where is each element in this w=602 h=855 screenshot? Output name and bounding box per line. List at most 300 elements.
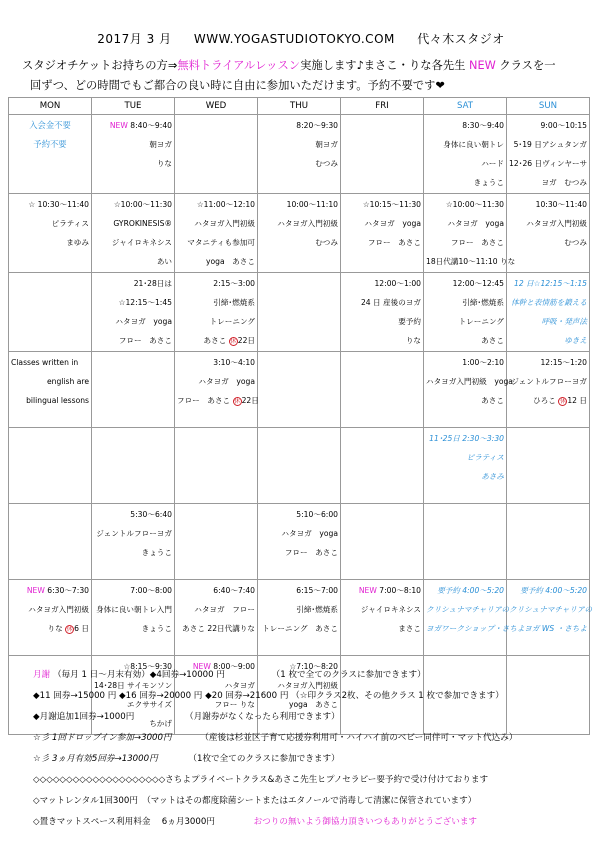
- class-line: [426, 467, 504, 486]
- class-line: [426, 619, 525, 638]
- schedule-row: [9, 504, 590, 580]
- class-cell: [9, 428, 92, 504]
- class-text: ジャイロキネシス: [111, 238, 172, 247]
- class-text: ハタヨガ入門初級: [526, 219, 587, 228]
- class-line: [11, 195, 89, 214]
- class-line: [11, 391, 89, 410]
- class-cell: [258, 428, 341, 504]
- class-line: [260, 214, 338, 233]
- class-line: [343, 581, 421, 600]
- class-text: 10:30～11:40: [535, 200, 587, 209]
- class-cell: [92, 273, 175, 352]
- class-text: フロー あさこ: [450, 238, 504, 247]
- class-text: まさこ: [398, 624, 421, 633]
- class-cell: [424, 428, 507, 504]
- class-cell: [424, 580, 525, 656]
- class-text: あさこ: [481, 396, 504, 405]
- class-text: エクササイズ: [127, 700, 172, 709]
- day-header-sun: SUN: [507, 98, 590, 115]
- schedule-row: [9, 194, 590, 273]
- class-text: 要予約 4:00～5:20: [437, 586, 504, 595]
- class-line: [11, 581, 89, 600]
- day-header-fri: FRI: [341, 98, 424, 115]
- class-text: 入会金不要: [29, 120, 71, 130]
- class-line: [11, 353, 89, 372]
- class-text: ハタヨガ入門初級: [194, 219, 255, 228]
- footer-line-2: ◆11 回券→15000 円 ◆16 回券→20000 円 ◆20 回券→21600 円 （☆印クラス2枚、その他クラス 1 枚で参加できます）: [33, 691, 504, 701]
- class-text: yoga あさこ: [206, 257, 255, 266]
- class-line: [177, 233, 255, 252]
- class-cell: [341, 115, 424, 194]
- class-cell: [341, 194, 424, 273]
- class-text: ピラティス: [466, 453, 504, 462]
- class-text: ジェントルフローヨガ: [96, 529, 172, 538]
- class-line: [94, 135, 172, 154]
- class-line: [509, 581, 587, 600]
- class-text: 朝ヨガ: [149, 140, 172, 149]
- class-line: [426, 600, 510, 619]
- footer-text: （月謝券がなくなったら利用できます）: [185, 712, 340, 722]
- class-line: [260, 195, 338, 214]
- class-text: トレーニング: [209, 317, 255, 326]
- class-text: トレーニング: [458, 317, 504, 326]
- class-line: [11, 214, 89, 233]
- class-cell: [92, 428, 175, 504]
- class-cell: [341, 504, 424, 580]
- class-line: [11, 372, 89, 391]
- class-text: マタニティも参加可: [187, 238, 255, 247]
- class-text: 6:15～7:00: [296, 586, 338, 595]
- class-line: [260, 135, 338, 154]
- footer-thanks: おつりの無いよう御協力頂きいつもありがとうございます: [253, 817, 478, 827]
- class-cell: [258, 115, 341, 194]
- class-text: ☆12:15～1:45: [118, 298, 172, 307]
- day-header-thu: THU: [258, 98, 341, 115]
- class-text: ハード: [481, 159, 504, 168]
- class-line: [509, 391, 587, 410]
- class-cell: [258, 273, 341, 352]
- class-text: english are: [47, 377, 89, 386]
- class-line: [260, 543, 338, 562]
- class-line: [177, 600, 255, 619]
- footer-monthly-label: 月謝: [33, 670, 51, 680]
- class-cell: [175, 352, 258, 428]
- class-cell: [507, 273, 590, 352]
- schedule-row: [9, 115, 590, 194]
- holiday-mark: 休: [230, 337, 237, 345]
- schedule-row: [9, 352, 590, 428]
- class-text: ハタヨガ入門初級: [28, 605, 89, 614]
- page-header: [0, 30, 602, 47]
- class-text: 5:30～6:40: [130, 510, 172, 519]
- class-text: 呼吸・発声法: [541, 317, 587, 326]
- footer-line-8: [33, 815, 593, 827]
- class-cell: [9, 352, 92, 428]
- class-text: 8:00～9:00: [210, 662, 255, 671]
- class-text: フロー あさこ: [177, 396, 231, 405]
- class-line: [177, 581, 255, 600]
- class-cell: [9, 273, 92, 352]
- class-text: フロー あさこ: [284, 548, 338, 557]
- class-line: [426, 391, 504, 410]
- class-text: 引締･燃焼系: [462, 298, 504, 307]
- class-line: [426, 429, 504, 448]
- class-line: [260, 619, 338, 638]
- class-text: ハタヨガ yoga: [447, 219, 504, 228]
- class-text: 3:10～4:10: [213, 358, 255, 367]
- class-text: ☆10:00～11:30: [445, 200, 504, 209]
- class-text: ヨガ むつみ: [541, 178, 587, 187]
- class-text: 予約不要: [33, 139, 67, 149]
- class-cell: [9, 194, 92, 273]
- new-badge: NEW: [26, 586, 45, 595]
- class-line: [426, 274, 504, 293]
- class-cell: [507, 428, 590, 504]
- class-line: [426, 331, 504, 350]
- day-header-wed: WED: [175, 98, 258, 115]
- class-text: 身体に良い朝トレ入門: [96, 605, 172, 614]
- class-line: [11, 233, 89, 252]
- class-line: [426, 195, 504, 214]
- class-text: ゆきえ: [564, 336, 587, 345]
- class-text: GYROKINESIS®: [113, 219, 172, 228]
- class-line: [177, 312, 255, 331]
- footer-dropin: ☆彡 1回ドロップイン参加→3000円: [33, 733, 172, 743]
- holiday-mark: 休: [234, 397, 241, 405]
- class-cell: [175, 273, 258, 352]
- footer-text: （産後は杉並区子育て応援券利用可・ハイハイ前のベビー同伴可・マット代込み）: [200, 733, 518, 743]
- class-cell: [92, 115, 175, 194]
- intro-text: 実施します♪まさこ・りな各先生: [300, 59, 470, 72]
- class-text: きょうこ: [141, 548, 172, 557]
- class-cell: [258, 194, 341, 273]
- class-text: yoga あさこ: [289, 700, 338, 709]
- header-date: 2017月 3 月: [97, 32, 172, 46]
- class-line: [11, 600, 89, 619]
- class-line: [177, 619, 255, 638]
- class-line: [177, 331, 255, 350]
- class-cell: [258, 580, 341, 656]
- day-header-sat: SAT: [424, 98, 507, 115]
- footer-line-7: ◇マットレンタル1回300円 （マットはその都度除菌シートまたはエタノールで消毒して清潔に保管されています）: [33, 796, 477, 806]
- class-line: [11, 135, 89, 154]
- class-cell: [341, 580, 424, 656]
- class-line: [94, 543, 172, 562]
- class-text: りな: [156, 159, 172, 168]
- class-line: [509, 154, 587, 173]
- class-line: [343, 293, 421, 312]
- class-line: [426, 154, 504, 173]
- class-line: [426, 581, 504, 600]
- class-line: [426, 293, 504, 312]
- class-line: [94, 274, 172, 293]
- class-text: ひろこ: [533, 396, 556, 405]
- class-text: フロー りな: [214, 700, 255, 709]
- intro-text: スタジオチケットお持ちの方⇒: [22, 59, 178, 72]
- new-badge: NEW: [192, 662, 211, 671]
- day-header-mon: MON: [9, 98, 92, 115]
- holiday-date: 22日: [241, 396, 259, 405]
- intro-text: クラスを一: [495, 59, 556, 72]
- class-text: ヨガ WS ・さちよ: [524, 624, 587, 633]
- class-text: あさこ: [481, 336, 504, 345]
- class-text: ジャイロキネシス: [360, 605, 421, 614]
- class-line: [94, 252, 172, 271]
- class-text: 12:15～1:20: [540, 358, 587, 367]
- class-text: ハタヨガ yoga: [198, 377, 255, 386]
- class-line: [94, 505, 172, 524]
- class-cell: [424, 504, 507, 580]
- header-website: WWW.YOGASTUDIOTOKYO.COM: [193, 32, 395, 46]
- footer-line-6: ◇◇◇◇◇◇◇◇◇◇◇◇◇◇◇◇◇◇◇◇さちよプライベートクラス&あさこ先生ヒプノセラピー要予約で受け付けております: [33, 775, 489, 785]
- class-text: ハタヨガ入門初級: [277, 219, 338, 228]
- holiday-date: 6 日: [74, 624, 89, 633]
- class-text: 引締･燃焼系: [296, 605, 338, 614]
- class-line: [177, 293, 255, 312]
- class-line: [509, 312, 587, 331]
- class-line: [94, 331, 172, 350]
- class-text: あさみ: [481, 472, 504, 481]
- class-line: [343, 274, 421, 293]
- class-text: きょうこ: [473, 178, 504, 187]
- class-text: ハタヨガ フロー: [194, 605, 255, 614]
- class-line: [426, 312, 504, 331]
- new-badge: NEW: [109, 121, 128, 130]
- footer-text: （1 枚で全てのクラスに参加できます）: [271, 670, 426, 680]
- class-text: 要予約: [398, 317, 421, 326]
- class-cell: [424, 352, 513, 428]
- class-cell: [92, 194, 175, 273]
- class-line: [260, 505, 338, 524]
- class-text: フロー あさこ: [367, 238, 421, 247]
- schedule-row: [9, 273, 590, 352]
- footer-text: ◆月謝追加1回券→1000円: [33, 712, 135, 722]
- class-text: むつみ: [564, 238, 587, 247]
- class-line: [260, 233, 338, 252]
- class-cell: [175, 115, 258, 194]
- class-text: ハタヨガ入門初級: [277, 681, 338, 690]
- class-line: [177, 353, 255, 372]
- class-line: [343, 214, 421, 233]
- class-text: ハタヨガ yoga: [115, 317, 172, 326]
- class-text: ジェントルフローヨガ: [511, 377, 587, 386]
- class-text: 朝ヨガ: [315, 140, 338, 149]
- class-line: [260, 116, 338, 135]
- class-text: トレーニング あさこ: [262, 624, 338, 633]
- class-text: 18日代講10～11:10 りな: [426, 257, 516, 266]
- class-line: [509, 233, 587, 252]
- class-cell: [92, 504, 175, 580]
- class-text: まゆみ: [66, 238, 89, 247]
- class-text: むつみ: [315, 238, 338, 247]
- class-cell: [507, 352, 590, 428]
- intro-new-badge: NEW: [469, 59, 496, 72]
- class-text: クリシュナマチャリアの: [426, 605, 510, 614]
- class-line: [343, 233, 421, 252]
- class-line: [426, 233, 504, 252]
- intro-line-1: [22, 57, 592, 73]
- class-line: [94, 312, 172, 331]
- footer-text: （1枚で全てのクラスに参加できます）: [188, 754, 340, 764]
- class-line: [177, 214, 255, 233]
- class-cell: [341, 352, 424, 428]
- class-cell: [424, 194, 516, 273]
- class-text: ☆ 10:30～11:40: [28, 200, 89, 209]
- class-line: [509, 293, 587, 312]
- class-line: [343, 331, 421, 350]
- class-line: [94, 214, 172, 233]
- class-text: 14･28日 サイモンソン: [94, 681, 173, 690]
- class-line: [426, 116, 504, 135]
- class-text: ヨガワークショップ・さちよ: [426, 624, 525, 633]
- class-line: [509, 331, 587, 350]
- class-line: [260, 524, 338, 543]
- holiday-mark: 休: [559, 397, 566, 405]
- class-line: [177, 372, 255, 391]
- class-line: [343, 195, 421, 214]
- class-text: ハタヨガ yoga: [281, 529, 338, 538]
- class-text: ☆8:15～9:30: [123, 662, 172, 671]
- intro-free-trial: 無料トライアルレッスン: [177, 59, 301, 72]
- class-line: [509, 135, 587, 154]
- class-text: ハタヨガ: [224, 681, 255, 690]
- class-cell: [9, 115, 92, 194]
- class-text: 8:20～9:30: [296, 121, 338, 130]
- class-cell: [507, 504, 590, 580]
- class-cell: [507, 580, 593, 656]
- class-text: あさこ 22日代講りな: [182, 624, 255, 633]
- class-line: [509, 600, 593, 619]
- holiday-mark: 休: [66, 625, 73, 633]
- class-text: Classes written in: [11, 358, 79, 367]
- schedule-row: [9, 580, 590, 656]
- class-cell: [175, 580, 258, 656]
- class-text: りな: [405, 336, 421, 345]
- class-text: ちかげ: [149, 719, 172, 728]
- class-cell: [507, 194, 590, 273]
- class-text: 2:15～3:00: [213, 279, 255, 288]
- class-cell: [9, 504, 92, 580]
- class-line: [343, 600, 421, 619]
- class-line: [11, 116, 89, 135]
- class-line: [343, 619, 421, 638]
- class-cell: [341, 428, 424, 504]
- class-text: bilingual lessons: [26, 396, 89, 405]
- class-text: 5:10～6:00: [296, 510, 338, 519]
- new-badge: NEW: [358, 586, 377, 595]
- class-line: [426, 353, 504, 372]
- class-text: ☆11:00～12:10: [196, 200, 255, 209]
- class-text: 24 日 産後のヨガ: [360, 298, 421, 307]
- class-text: ☆7:10～8:20: [289, 662, 338, 671]
- class-text: 8:40～9:40: [127, 121, 172, 130]
- class-text: 12･26 日ヴィンヤーサ: [509, 159, 588, 168]
- class-line: [509, 274, 587, 293]
- class-line: [94, 619, 172, 638]
- class-text: 1:00～2:10: [462, 358, 504, 367]
- class-line: [94, 116, 172, 135]
- class-text: あさこ: [203, 336, 227, 345]
- class-line: [426, 372, 513, 391]
- class-cell: [175, 194, 258, 273]
- header-studio: 代々木スタジオ: [417, 32, 505, 46]
- day-header-tue: TUE: [92, 98, 175, 115]
- class-text: クリシュナマチャリアの: [509, 605, 593, 614]
- class-text: ハタヨガ yoga: [364, 219, 421, 228]
- class-line: [260, 154, 338, 173]
- class-line: [509, 214, 587, 233]
- class-line: [509, 116, 587, 135]
- class-cell: [424, 273, 507, 352]
- class-text: 12 日☆12:15～1:15: [513, 279, 587, 288]
- class-line: [177, 252, 255, 271]
- class-text: 6:30～7:30: [44, 586, 89, 595]
- class-line: [11, 619, 89, 638]
- class-text: 体幹と表情筋を鍛える: [511, 298, 587, 307]
- footer-line-5: [33, 752, 593, 764]
- class-cell: [175, 504, 258, 580]
- class-text: 11･25日 2:30～3:30: [429, 434, 504, 443]
- class-text: 6:40～7:40: [213, 586, 255, 595]
- class-line: [260, 600, 338, 619]
- class-text: むつみ: [315, 159, 338, 168]
- class-line: [426, 214, 504, 233]
- class-text: フロー あさこ: [118, 336, 172, 345]
- class-text: りな: [47, 624, 63, 633]
- footer-text: ◇置きマットスペース利用料金 6ヵ月3000円: [33, 817, 215, 827]
- class-cell: [341, 273, 424, 352]
- class-text: 要予約 4:00～5:20: [520, 586, 587, 595]
- class-cell: [92, 580, 175, 656]
- footer-text: （毎月 1 日～月末有効）◆4回券→10000 円: [52, 670, 225, 680]
- class-line: [260, 581, 338, 600]
- holiday-date: 12 日: [567, 396, 587, 405]
- class-text: 身体に良い朝トレ: [443, 140, 504, 149]
- class-text: 10:00～11:10: [286, 200, 338, 209]
- class-line: [94, 233, 172, 252]
- class-text: 12:00～12:45: [452, 279, 504, 288]
- class-line: [509, 372, 587, 391]
- class-text: 8:30～9:40: [462, 121, 504, 130]
- class-text: 21･28日は: [133, 279, 172, 288]
- class-line: [177, 274, 255, 293]
- class-cell: [92, 352, 175, 428]
- class-line: [426, 252, 516, 271]
- class-cell: [258, 504, 341, 580]
- class-text: 7:00～8:00: [130, 586, 172, 595]
- schedule-table: [8, 97, 593, 735]
- class-line: [94, 581, 172, 600]
- class-cell: [258, 352, 341, 428]
- class-text: あい: [156, 257, 172, 266]
- class-cell: [175, 428, 258, 504]
- footer-3month: ☆彡 3ヵ月有効5回券→13000円: [33, 754, 158, 764]
- schedule-row: [9, 428, 590, 504]
- class-text: 9:00～10:15: [540, 121, 587, 130]
- class-text: ピラティス: [51, 219, 89, 228]
- class-line: [426, 135, 504, 154]
- class-line: [509, 195, 587, 214]
- footer-line-1: [33, 668, 593, 680]
- class-line: [94, 524, 172, 543]
- footer-line-4: [33, 731, 593, 743]
- class-line: [94, 600, 172, 619]
- class-line: [177, 195, 255, 214]
- intro-line-2: 回ずつ、どの時間でもご都合の良い時に自由に参加いただけます。予約不要です❤: [30, 79, 445, 92]
- class-text: きょうこ: [141, 624, 172, 633]
- class-line: [509, 353, 587, 372]
- class-text: ☆10:00～11:30: [113, 200, 172, 209]
